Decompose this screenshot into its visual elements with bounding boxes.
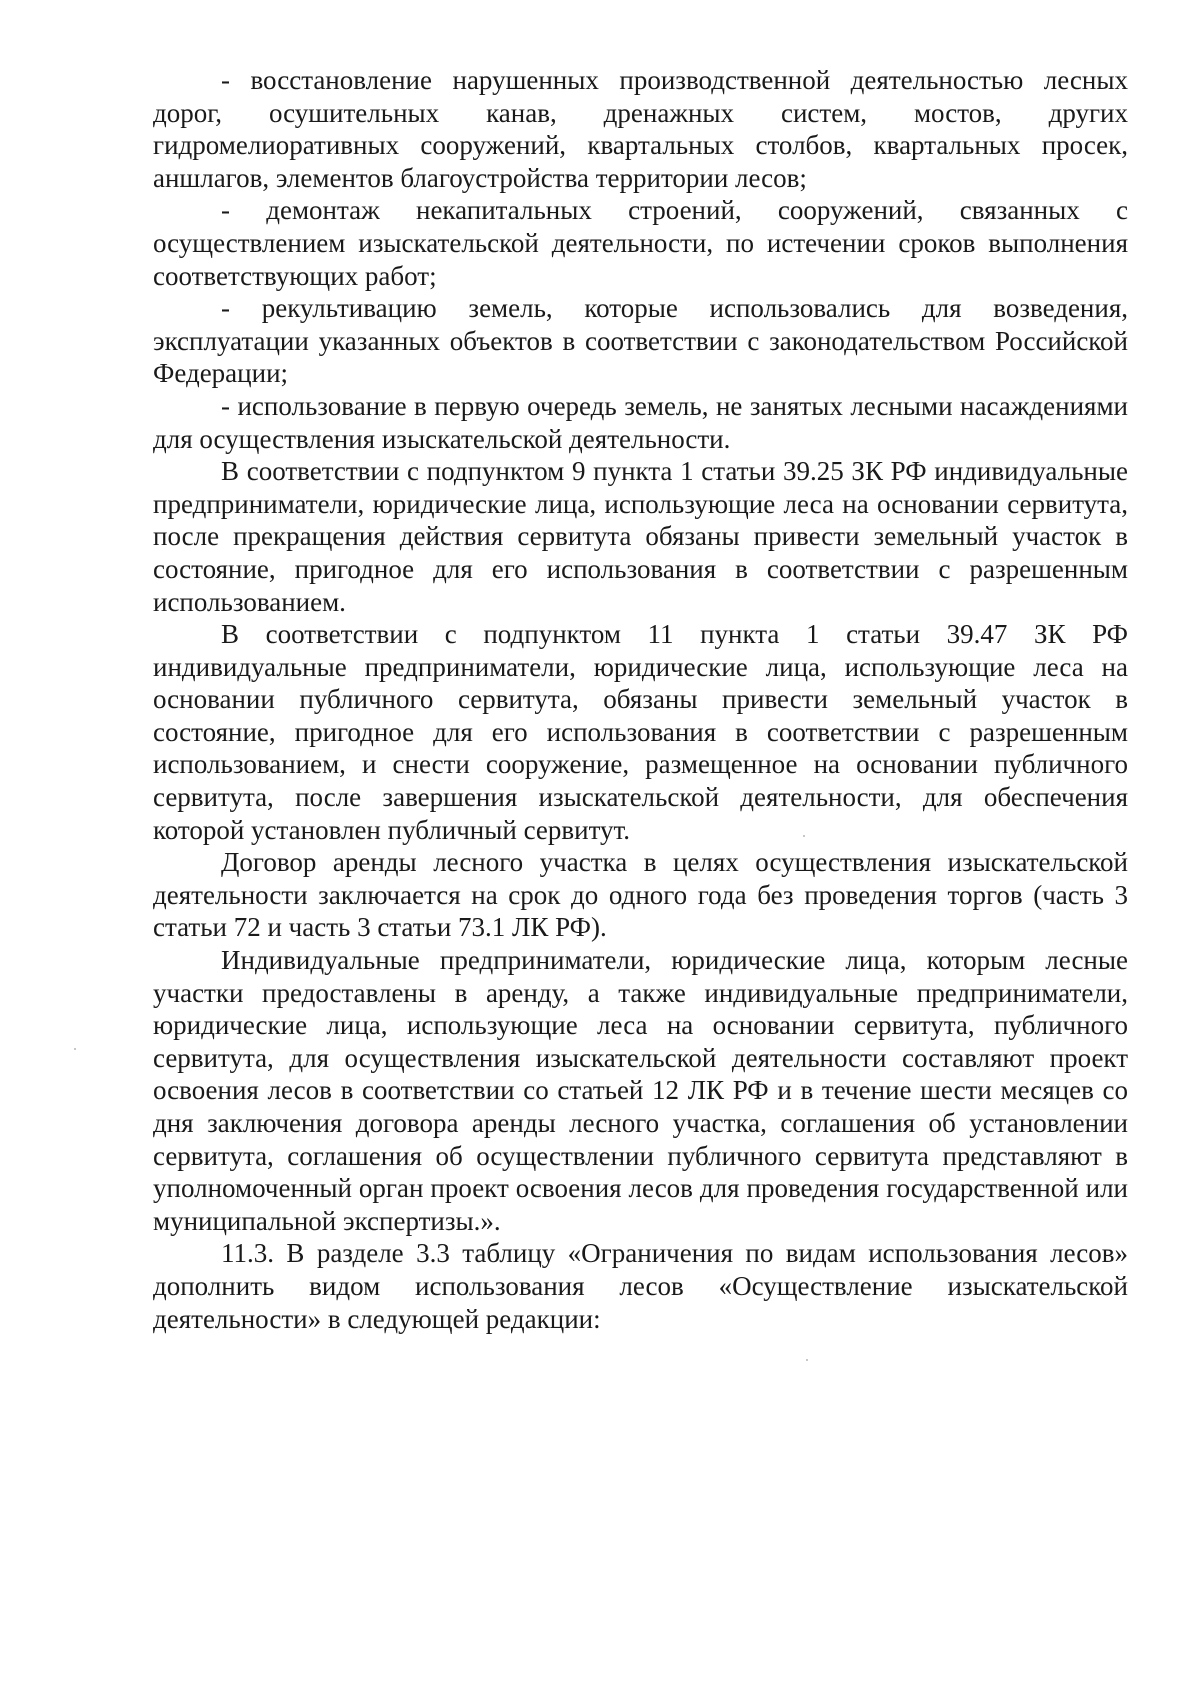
paragraph-section-11-3: 11.3. В разделе 3.3 таблицу «Ограничения по видам использования лесов» дополнить видом использования лесов «Осуществление изыскательской деятельности» в следующей редакции: <box>153 1238 1128 1334</box>
paragraph-forest-development-project: Индивидуальные предприниматели, юридические лица, которым лесные участки предоставлены в аренду, а также индивидуальные предприниматели, юридические лица, использующие леса на основании сервитута, публичного сервитута, для осуществления изыскательской деятельности составляют проект освоения лесов в соответствии со статьей 12 ЛК РФ и в течение шести месяцев со дня заключения договора аренды лесного участка, соглашения об установлении сервитута, соглашения об осуществлении публичного сервитута представляют в уполномоченный орган проект освоения лесов для проведения государственной или муниципальной экспертизы.». <box>153 945 1128 1236</box>
paragraph-lease-agreement: Договор аренды лесного участка в целях осуществления изыскательской деятельности заключается на срок до одного года без проведения торгов (часть 3 статьи 72 и часть 3 статьи 73.1 ЛК РФ). <box>153 847 1128 943</box>
paragraph-dismantling: - демонтаж некапитальных строений, сооружений, связанных с осуществлением изыскательской деятельности, по истечении сроков выполнения соответствующих работ; <box>153 195 1128 291</box>
paragraph-recultivation: - рекультивацию земель, которые использовались для возведения, эксплуатации указанных объектов в соответствии с законодательством Российской Федерации; <box>153 293 1128 389</box>
document-body <box>153 64 1128 1335</box>
paragraph-land-use: - использование в первую очередь земель, не занятых лесными насаждениями для осуществления изыскательской деятельности. <box>153 390 1128 454</box>
paragraph-public-servitude-39-47: В соответствии с подпунктом 11 пункта 1 статьи 39.47 ЗК РФ индивидуальные предприниматели, юридические лица, использующие леса на основании публичного сервитута, обязаны привести земельный участок в состояние, пригодное для его использования в соответствии с разрешенным использованием, и снести сооружение, размещенное на основании публичного сервитута, после завершения изыскательской деятельности, для обеспечения которой установлен публичный сервитут. <box>153 619 1128 845</box>
scan-speck <box>74 1048 76 1050</box>
paragraph-restoration: - восстановление нарушенных производственной деятельностью лесных дорог, осушительных канав, дренажных систем, мостов, других гидромелиоративных сооружений, квартальных столбов, квартальных просек, аншлагов, элементов благоустройства территории лесов; <box>153 65 1128 193</box>
scan-speck <box>806 1359 808 1361</box>
scan-speck <box>803 835 805 837</box>
paragraph-servitude-39-25: В соответствии с подпунктом 9 пункта 1 статьи 39.25 ЗК РФ индивидуальные предприниматели, юридические лица, использующие леса на основании сервитута, после прекращения действия сервитута обязаны привести земельный участок в состояние, пригодное для его использования в соответствии с разрешенным использованием. <box>153 456 1128 617</box>
